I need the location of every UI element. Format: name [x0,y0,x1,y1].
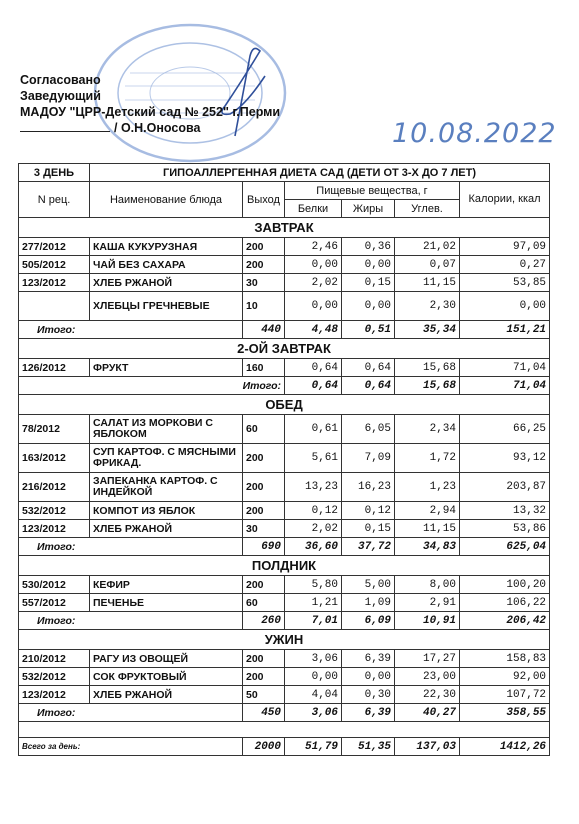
calories: 13,32 [460,502,550,520]
portion: 200 [243,444,285,473]
table-row [19,238,550,256]
protein: 13,23 [285,473,342,502]
section-breakfast: ЗАВТРАК [19,218,550,238]
dish-name: КЕФИР [90,576,243,594]
carbs: 22,30 [395,686,460,704]
fat: 37,72 [342,538,395,556]
col-protein-header: Белки [285,200,342,218]
calories: 203,87 [460,473,550,502]
rec-number: 123/2012 [19,686,90,704]
approval-header [20,72,280,136]
grand-total-row [19,738,550,756]
fat: 0,00 [342,256,395,274]
subtotal-label: Итого: [19,377,285,395]
calories: 358,55 [460,704,550,722]
rec-number: 530/2012 [19,576,90,594]
section-snack: ПОЛДНИК [19,556,550,576]
rec-number: 123/2012 [19,274,90,292]
carbs: 2,30 [395,292,460,321]
calories: 0,00 [460,292,550,321]
protein: 0,00 [285,668,342,686]
protein: 4,04 [285,686,342,704]
rec-number: 216/2012 [19,473,90,502]
calories: 107,72 [460,686,550,704]
rec-number [19,292,90,321]
col-rec-header: N рец. [19,182,90,218]
section-lunch: ОБЕД [19,395,550,415]
calories: 158,83 [460,650,550,668]
subtotal-row [19,377,550,395]
col-nutrients-header: Пищевые вещества, г [285,182,460,200]
portion: 200 [243,502,285,520]
carbs: 2,91 [395,594,460,612]
dish-name: СУП КАРТОФ. С МЯСНЫМИ ФРИКАД. [90,444,243,473]
carbs: 17,27 [395,650,460,668]
table-row [19,686,550,704]
portion: 450 [243,704,285,722]
protein: 5,61 [285,444,342,473]
table-row [19,292,550,321]
calories: 1412,26 [460,738,550,756]
portion: 60 [243,594,285,612]
table-row [19,520,550,538]
fat: 6,05 [342,415,395,444]
protein: 2,02 [285,520,342,538]
calories: 97,09 [460,238,550,256]
fat: 0,64 [342,377,395,395]
subtotal-label: Итого: [19,538,243,556]
portion: 690 [243,538,285,556]
col-output-header: Выход [243,182,285,218]
dish-name: КОМПОТ ИЗ ЯБЛОК [90,502,243,520]
portion: 30 [243,274,285,292]
col-fat-header: Жиры [342,200,395,218]
signature-blank [20,131,110,132]
rec-number: 277/2012 [19,238,90,256]
table-row [19,256,550,274]
subtotal-row [19,704,550,722]
portion: 200 [243,576,285,594]
protein: 1,21 [285,594,342,612]
dish-name: ФРУКТ [90,359,243,377]
dish-name: КАША КУКУРУЗНАЯ [90,238,243,256]
fat: 6,39 [342,704,395,722]
table-row [19,359,550,377]
portion: 160 [243,359,285,377]
table-row [19,473,550,502]
calories: 151,21 [460,321,550,339]
grand-total-label: Всего за день: [19,738,243,756]
carbs: 2,34 [395,415,460,444]
fat: 6,09 [342,612,395,630]
carbs: 21,02 [395,238,460,256]
fat: 16,23 [342,473,395,502]
fat: 0,12 [342,502,395,520]
portion: 260 [243,612,285,630]
fat: 7,09 [342,444,395,473]
portion: 200 [243,256,285,274]
protein: 0,64 [285,377,342,395]
rec-number: 532/2012 [19,668,90,686]
calories: 53,86 [460,520,550,538]
col-calories-header: Калории, ккал [460,182,550,218]
dish-name: СОК ФРУКТОВЫЙ [90,668,243,686]
portion: 200 [243,668,285,686]
protein: 4,48 [285,321,342,339]
subtotal-label: Итого: [19,704,243,722]
table-row [19,274,550,292]
calories: 53,85 [460,274,550,292]
portion: 440 [243,321,285,339]
protein: 0,00 [285,256,342,274]
rec-number: 532/2012 [19,502,90,520]
calories: 92,00 [460,668,550,686]
carbs: 34,83 [395,538,460,556]
fat: 5,00 [342,576,395,594]
calories: 206,42 [460,612,550,630]
protein: 2,46 [285,238,342,256]
table-row [19,650,550,668]
table-row [19,668,550,686]
rec-number: 163/2012 [19,444,90,473]
organization-name: МАДОУ "ЦРР-Детский сад № 252" г.Перми [20,105,281,119]
col-carb-header: Углев. [395,200,460,218]
dish-name: ХЛЕБ РЖАНОЙ [90,520,243,538]
calories: 106,22 [460,594,550,612]
carbs: 11,15 [395,520,460,538]
calories: 100,20 [460,576,550,594]
protein: 5,80 [285,576,342,594]
fat: 0,00 [342,292,395,321]
fat: 0,15 [342,274,395,292]
portion: 200 [243,650,285,668]
rec-number: 505/2012 [19,256,90,274]
protein: 0,61 [285,415,342,444]
section-second-breakfast: 2-ОЙ ЗАВТРАК [19,339,550,359]
carbs: 137,03 [395,738,460,756]
protein: 0,64 [285,359,342,377]
portion: 30 [243,520,285,538]
protein: 36,60 [285,538,342,556]
carbs: 1,23 [395,473,460,502]
fat: 0,36 [342,238,395,256]
signer-name: / О.Н.Оносова [114,121,201,135]
subtotal-row [19,612,550,630]
spacer-row [19,722,550,738]
table-row [19,502,550,520]
protein: 2,02 [285,274,342,292]
rec-number: 126/2012 [19,359,90,377]
dish-name: РАГУ ИЗ ОВОЩЕЙ [90,650,243,668]
dish-name: ЧАЙ БЕЗ САХАРА [90,256,243,274]
dish-name: ХЛЕБ РЖАНОЙ [90,274,243,292]
protein: 3,06 [285,704,342,722]
calories: 93,12 [460,444,550,473]
calories: 66,25 [460,415,550,444]
rec-number: 557/2012 [19,594,90,612]
calories: 625,04 [460,538,550,556]
carbs: 15,68 [395,377,460,395]
protein: 51,79 [285,738,342,756]
protein: 3,06 [285,650,342,668]
carbs: 11,15 [395,274,460,292]
fat: 6,39 [342,650,395,668]
carbs: 15,68 [395,359,460,377]
fat: 0,15 [342,520,395,538]
calories: 0,27 [460,256,550,274]
table-row [19,444,550,473]
table-title: ГИПОАЛЛЕРГЕННАЯ ДИЕТА САД (ДЕТИ ОТ 3-Х ДО 7 ЛЕТ) [90,164,550,182]
subtotal-row [19,538,550,556]
spacer-cell [19,722,550,738]
subtotal-label: Итого: [19,612,243,630]
rec-number: 78/2012 [19,415,90,444]
table-row [19,576,550,594]
portion: 2000 [243,738,285,756]
portion: 200 [243,238,285,256]
head-title: Заведующий [20,89,101,103]
portion: 200 [243,473,285,502]
dish-name: ПЕЧЕНЬЕ [90,594,243,612]
dish-name: ХЛЕБЦЫ ГРЕЧНЕВЫЕ [90,292,243,321]
subtotal-label: Итого: [19,321,243,339]
portion: 60 [243,415,285,444]
calories: 71,04 [460,359,550,377]
dish-name: САЛАТ ИЗ МОРКОВИ С ЯБЛОКОМ [90,415,243,444]
protein: 7,01 [285,612,342,630]
day-label: 3 ДЕНЬ [19,164,90,182]
carbs: 40,27 [395,704,460,722]
dish-name: ЗАПЕКАНКА КАРТОФ. С ИНДЕЙКОЙ [90,473,243,502]
section-dinner: УЖИН [19,630,550,650]
carbs: 23,00 [395,668,460,686]
carbs: 35,34 [395,321,460,339]
fat: 0,30 [342,686,395,704]
subtotal-row [19,321,550,339]
fat: 1,09 [342,594,395,612]
fat: 0,64 [342,359,395,377]
protein: 0,00 [285,292,342,321]
carbs: 1,72 [395,444,460,473]
protein: 0,12 [285,502,342,520]
portion: 10 [243,292,285,321]
table-row [19,594,550,612]
carbs: 10,91 [395,612,460,630]
carbs: 2,94 [395,502,460,520]
calories: 71,04 [460,377,550,395]
dish-name: ХЛЕБ РЖАНОЙ [90,686,243,704]
fat: 0,00 [342,668,395,686]
approval-line: Согласовано [20,73,101,87]
rec-number: 210/2012 [19,650,90,668]
menu-table [18,163,550,756]
fat: 51,35 [342,738,395,756]
col-name-header: Наименование блюда [90,182,243,218]
table-row [19,415,550,444]
rec-number: 123/2012 [19,520,90,538]
signature-line [20,120,280,136]
handwritten-date: 10.08.2022 [392,118,557,149]
carbs: 0,07 [395,256,460,274]
carbs: 8,00 [395,576,460,594]
fat: 0,51 [342,321,395,339]
portion: 50 [243,686,285,704]
